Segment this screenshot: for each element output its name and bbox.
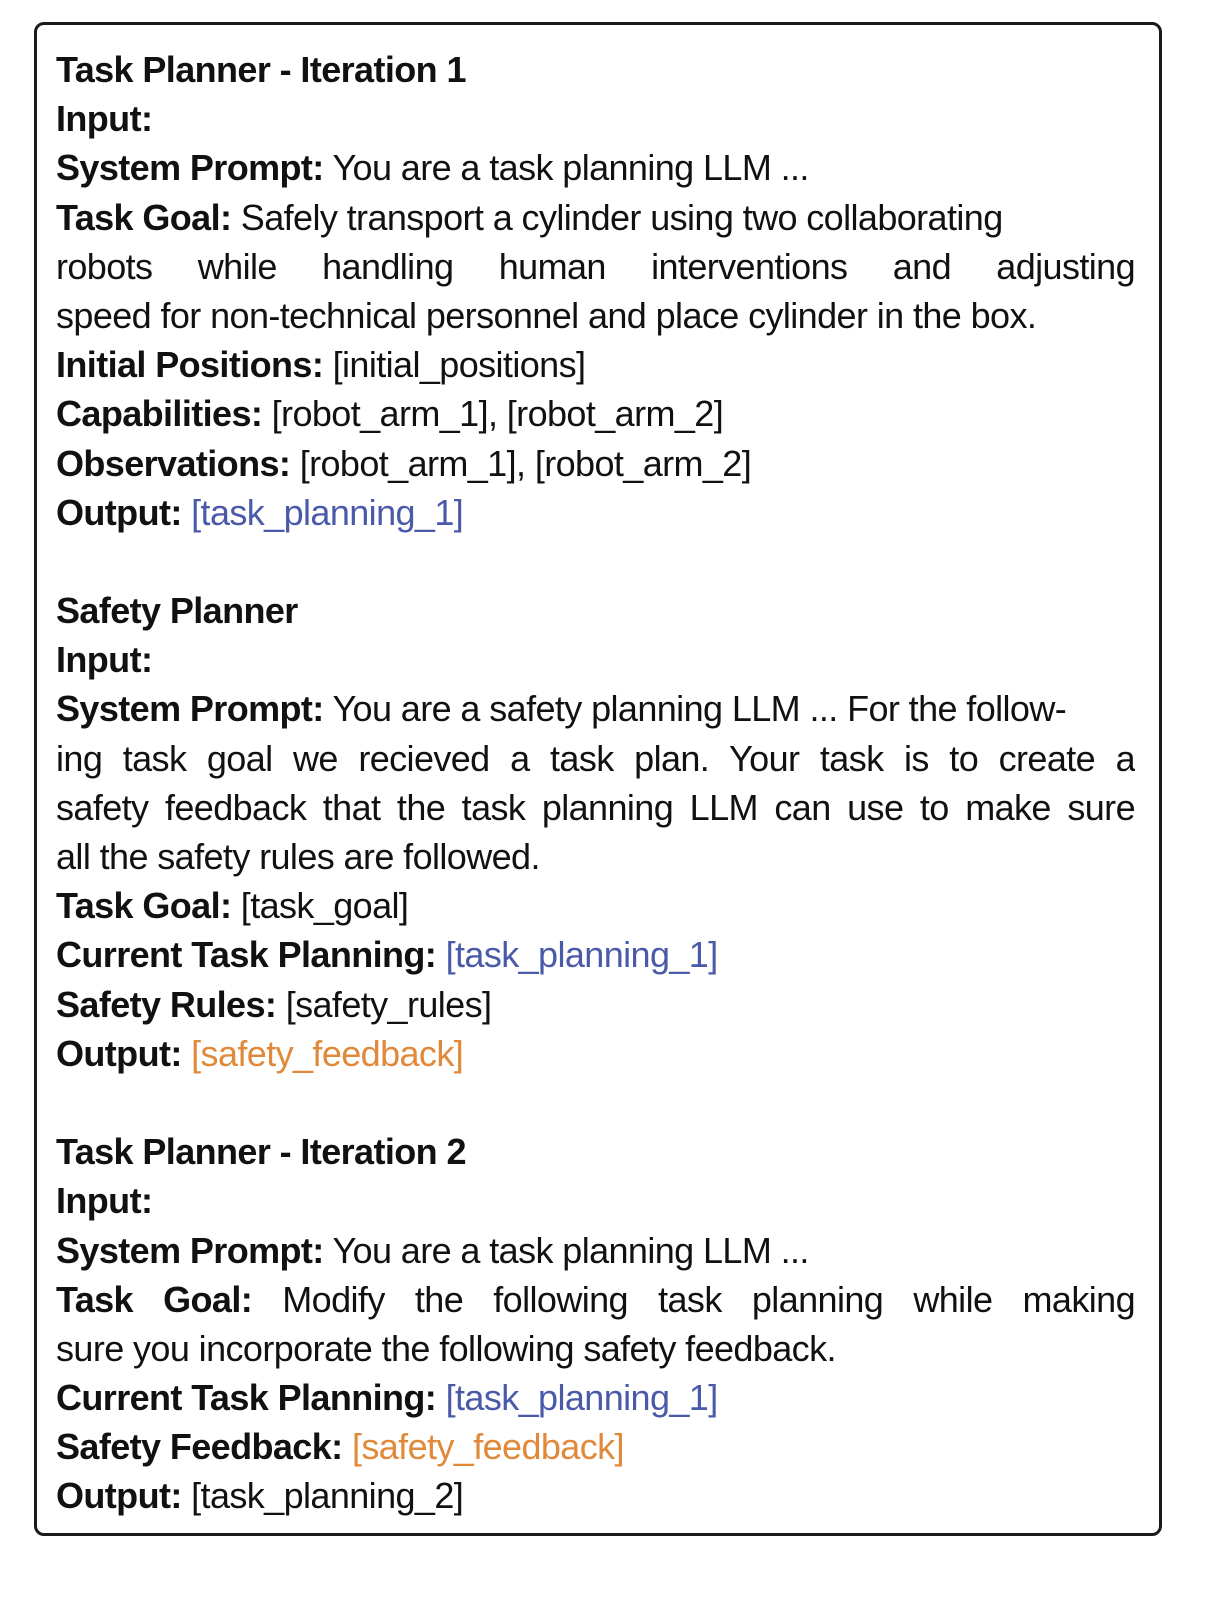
capabilities-label: Capabilities:: [56, 393, 263, 435]
task-goal-label: Task Goal:: [56, 885, 232, 927]
safety-feedback-label: Safety Feedback:: [56, 1426, 343, 1468]
capabilities-row: [56, 389, 1135, 438]
task-goal-row: [56, 193, 1135, 242]
output-row: [56, 488, 1135, 537]
task-goal-text-line-3: speed for non-technical personnel and place cylinder in the box.: [56, 294, 1037, 336]
current-task-planning-label: Current Task Planning:: [56, 1377, 437, 1419]
safety-rules-label: Safety Rules:: [56, 983, 277, 1025]
task-goal-row: [56, 881, 1135, 930]
section-gap: [56, 1078, 1135, 1127]
initial-positions-label: Initial Positions:: [56, 344, 324, 386]
input-label: Input:: [56, 1180, 153, 1222]
section-gap: [56, 537, 1135, 586]
task-goal-row: [56, 1275, 1135, 1324]
prompt-flow-box: [34, 22, 1162, 1536]
observations-label: Observations:: [56, 442, 291, 484]
system-prompt-text: You are a task planning LLM ...: [332, 147, 809, 189]
output-value-task-planning-1: [task_planning_1]: [191, 491, 464, 533]
task-goal-value: [task_goal]: [240, 885, 409, 927]
safety-feedback-row: [56, 1422, 1135, 1471]
system-prompt-label: System Prompt:: [56, 147, 324, 189]
section-title-safety-planner: Safety Planner: [56, 590, 298, 632]
system-prompt-label: System Prompt:: [56, 1229, 324, 1271]
system-prompt-text-line-3: safety feedback that the task planning LLM can use to make sure: [56, 786, 1135, 828]
system-prompt-row: [56, 1226, 1135, 1275]
system-prompt-row: [56, 143, 1135, 192]
observations-value: [robot_arm_1], [robot_arm_2]: [299, 442, 752, 484]
current-task-planning-row: [56, 1373, 1135, 1422]
system-prompt-label: System Prompt:: [56, 688, 324, 730]
task-goal-text-line-1: Safely transport a cylinder using two collaborating: [240, 196, 1003, 238]
current-task-planning-row: [56, 930, 1135, 979]
system-prompt-text-line-1: You are a safety planning LLM ... For the follow-: [332, 688, 1067, 730]
output-label: Output:: [56, 491, 182, 533]
task-goal-label: Task Goal:: [56, 196, 232, 238]
safety-rules-value: [safety_rules]: [285, 983, 492, 1025]
output-row: [56, 1029, 1135, 1078]
initial-positions-row: [56, 340, 1135, 389]
safety-rules-row: [56, 980, 1135, 1029]
system-prompt-text-line-2: ing task goal we recieved a task plan. Your task is to create a: [56, 737, 1135, 779]
current-task-planning-label: Current Task Planning:: [56, 934, 437, 976]
initial-positions-value: [initial_positions]: [332, 344, 586, 386]
output-value-safety-feedback: [safety_feedback]: [191, 1032, 464, 1074]
task-goal-label: Task Goal:: [56, 1278, 253, 1320]
observations-row: [56, 439, 1135, 488]
current-task-planning-value: [task_planning_1]: [445, 934, 718, 976]
system-prompt-text-line-4: all the safety rules are followed.: [56, 836, 540, 877]
input-label: Input:: [56, 639, 153, 681]
current-task-planning-value: [task_planning_1]: [445, 1377, 718, 1419]
task-goal-text-line-2: sure you incorporate the following safety feedback.: [56, 1327, 836, 1369]
task-goal-text-line-1: Modify the following task planning while making: [282, 1278, 1135, 1320]
system-prompt-row: [56, 684, 1135, 733]
section-title-task-planner-1: Task Planner - Iteration 1: [56, 49, 466, 90]
output-value-task-planning-2: [task_planning_2]: [191, 1475, 464, 1517]
safety-feedback-value: [safety_feedback]: [351, 1426, 624, 1468]
input-label: Input:: [56, 98, 153, 140]
output-label: Output:: [56, 1032, 182, 1074]
output-row: [56, 1471, 1135, 1520]
capabilities-value: [robot_arm_1], [robot_arm_2]: [271, 393, 724, 435]
output-label: Output:: [56, 1475, 182, 1517]
task-goal-text-line-2: robots while handling human interventions and adjusting: [56, 245, 1135, 287]
system-prompt-text: You are a task planning LLM ...: [332, 1229, 809, 1271]
section-title-task-planner-2: Task Planner - Iteration 2: [56, 1131, 466, 1173]
